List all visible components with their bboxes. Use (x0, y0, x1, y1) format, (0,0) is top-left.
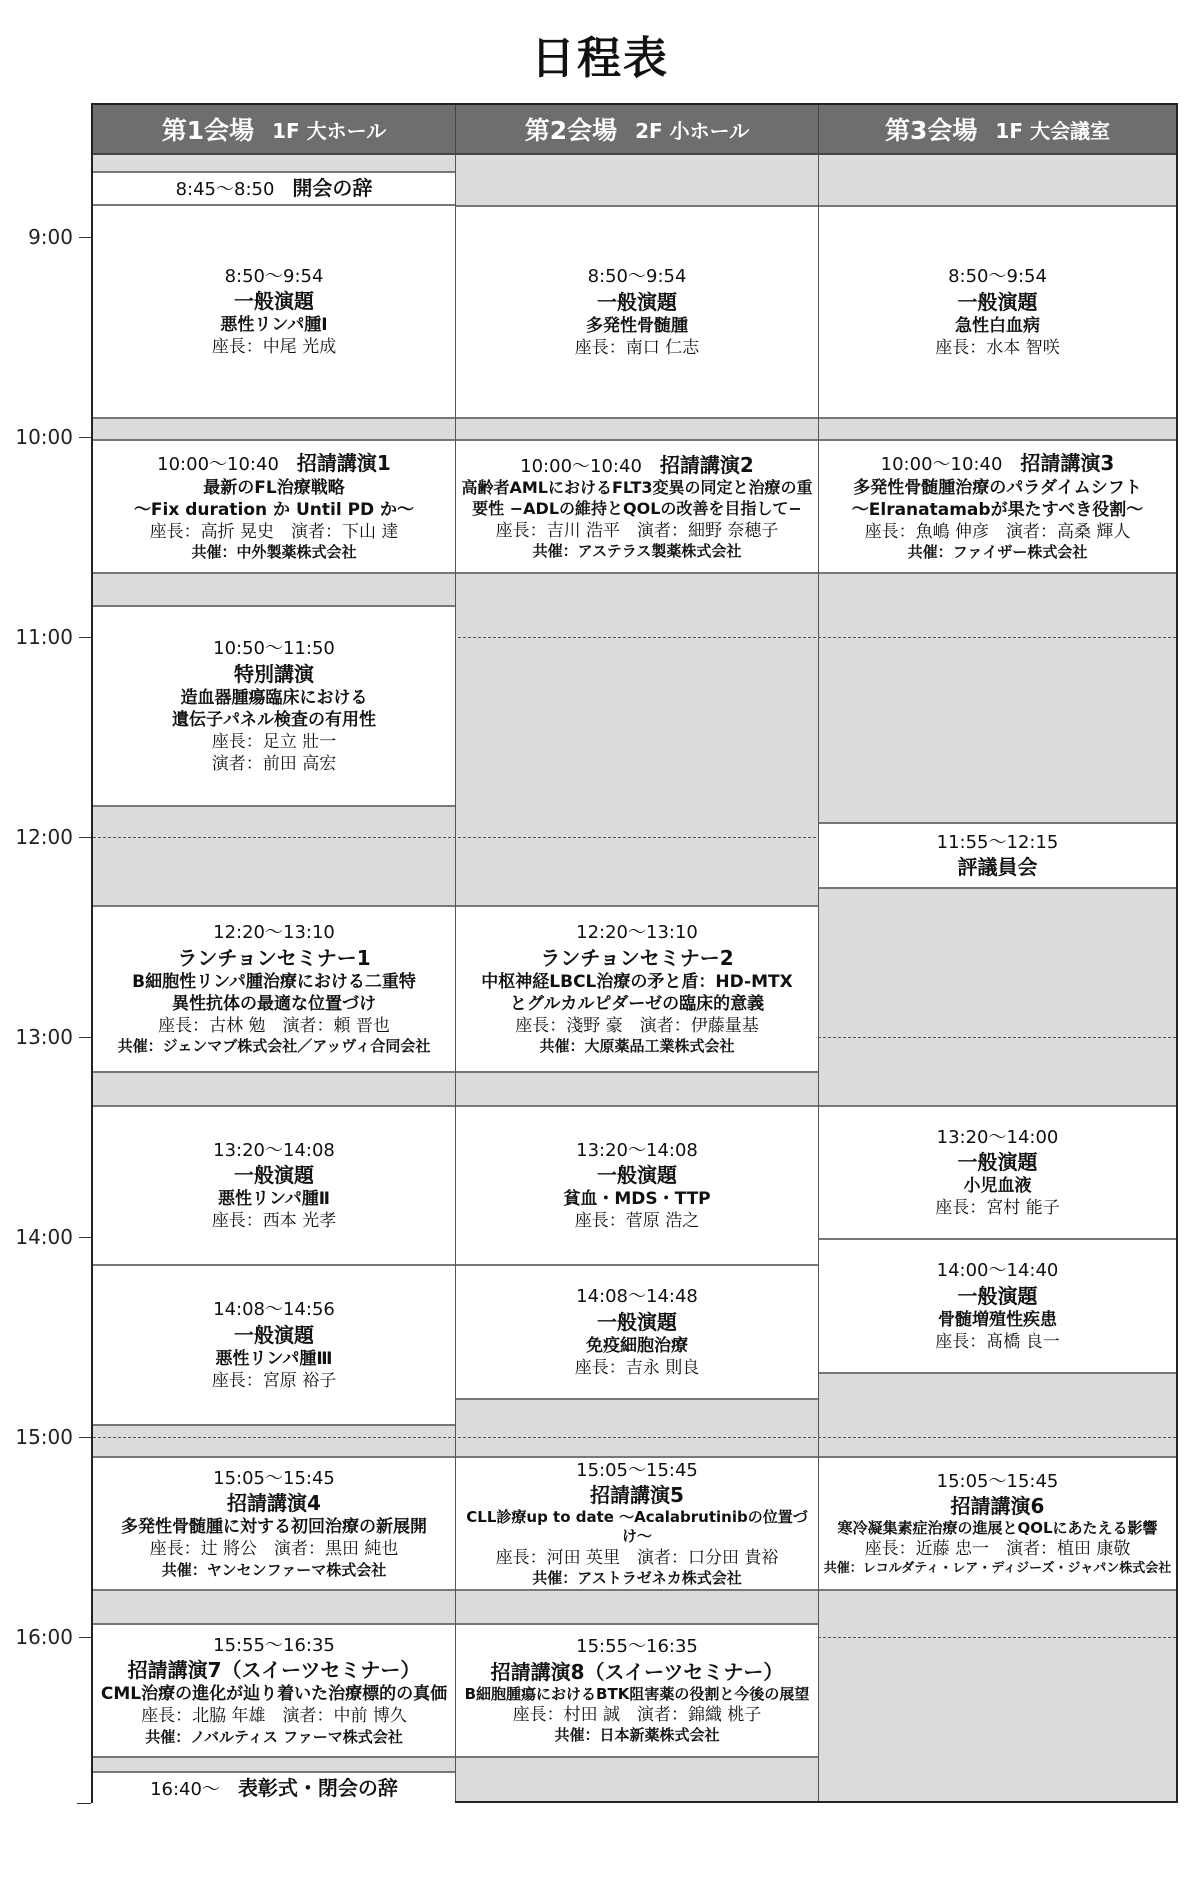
session-luncheon-1: 12:20〜13:10 ランチョンセミナー1 B細胞性リンパ腫治療における二重特 異性抗体の最適な位置づけ 座長：古林 勉 演者：頼 晋也 共催：ジェンマブ株式会社／アッヴィ合同会社 (93, 905, 455, 1073)
session-general-1-3: 14:08〜14:56 一般演題 悪性リンパ腫Ⅲ 座長：宮原 裕子 (93, 1265, 455, 1426)
session-luncheon-2: 12:20〜13:10 ランチョンセミナー2 中枢神経LBCL治療の矛と盾：HD-MTX とグルカルピダーゼの臨床的意義 座長：淺野 豪 演者：伊藤量基 共催：大原薬品工業株式会社 (456, 905, 818, 1073)
session-general-1-1: 8:50〜9:54 一般演題 悪性リンパ腫Ⅰ 座長：中尾 光成 (93, 205, 455, 419)
session-invited-4: 15:05〜15:45 招請講演4 多発性骨髄腫に対する初回治療の新展開 座長：辻 將公 演者：黒田 純也 共催：ヤンセンファーマ株式会社 (93, 1456, 455, 1591)
session-general-2-2: 13:20〜14:08 一般演題 貧血・MDS・TTP 座長：菅原 浩之 (456, 1105, 818, 1266)
session-closing: 16:40〜 表彰式・閉会の辞 (93, 1771, 455, 1803)
session-general-2-1: 8:50〜9:54 一般演題 多発性骨髄腫 座長：南口 仁志 (456, 205, 818, 419)
venue-header-1: 第1会場 1F 大ホール (93, 105, 456, 155)
session-invited-6: 15:05〜15:45 招請講演6 寒冷凝集素症治療の進展とQOLにあたえる影響 座長：近藤 忠一 演者：植田 康敬 共催：レコルダティ・レア・ディジーズ・ジャパン株式会社 (819, 1456, 1176, 1591)
session-special-lecture: 10:50〜11:50 特別講演 造血器腫瘍臨床における 遺伝子パネル検査の有用性 座長：足立 壯一 演者：前田 高宏 (93, 605, 455, 807)
venue-header-3: 第3会場 1F 大会議室 (819, 105, 1176, 155)
session-general-3-3: 14:00〜14:40 一般演題 骨髄増殖性疾患 座長：髙橋 良一 (819, 1239, 1176, 1374)
session-opening: 8:45〜8:50 開会の辞 (93, 171, 455, 206)
session-invited-5: 15:05〜15:45 招請講演5 CLL診療up to date 〜Acalabrutinibの位置づけ〜 座長：河田 英里 演者：口分田 貴裕 共催：アストラゼネカ株式会社 (456, 1456, 818, 1591)
session-invited-3: 10:00〜10:40 招請講演3 多発性骨髄腫治療のパラダイムシフト 〜Elranatamabが果たすべき役割〜 座長：魚嶋 伸彦 演者：高桑 輝人 共催：ファイザー株式会社 (819, 439, 1176, 574)
venue-header-2: 第2会場 2F 小ホール (456, 105, 819, 155)
page-title: 日程表 (531, 33, 669, 84)
session-invited-7: 15:55〜16:35 招請講演7（スイーツセミナー） CML治療の進化が辿り着いた治療標的の真価 座長：北脇 年雄 演者：中前 博久 共催：ノバルティス ファーマ株式会社 (93, 1623, 455, 1758)
session-general-3-1: 8:50〜9:54 一般演題 急性白血病 座長：水本 智咲 (819, 205, 1176, 419)
schedule-table (91, 103, 1178, 1803)
hour-line (93, 1437, 1176, 1438)
session-general-1-2: 13:20〜14:08 一般演題 悪性リンパ腫Ⅱ 座長：西本 光孝 (93, 1105, 455, 1266)
session-invited-1: 10:00〜10:40 招請講演1 最新のFL治療戦略 〜Fix duration か Until PD か〜 座長：高折 晃史 演者：下山 達 共催：中外製薬株式会社 (93, 439, 455, 574)
session-general-3-2: 13:20〜14:00 一般演題 小児血液 座長：宮村 能子 (819, 1105, 1176, 1240)
session-council: 11:55〜12:15 評議員会 (819, 822, 1176, 889)
session-general-2-3: 14:08〜14:48 一般演題 免疫細胞治療 座長：吉永 則良 (456, 1265, 818, 1400)
session-invited-2: 10:00〜10:40 招請講演2 高齢者AMLにおけるFLT3変異の同定と治療の重 要性 −ADLの維持とQOLの改善を目指して− 座長：吉川 浩平 演者：細野 奈穂子 共催：アステラス製薬株式会社 (456, 439, 818, 574)
session-invited-8: 15:55〜16:35 招請講演8（スイーツセミナー） B細胞腫瘍におけるBTK阻害薬の役割と今後の展望 座長：村田 誠 演者：錦織 桃子 共催：日本新薬株式会社 (456, 1623, 818, 1758)
